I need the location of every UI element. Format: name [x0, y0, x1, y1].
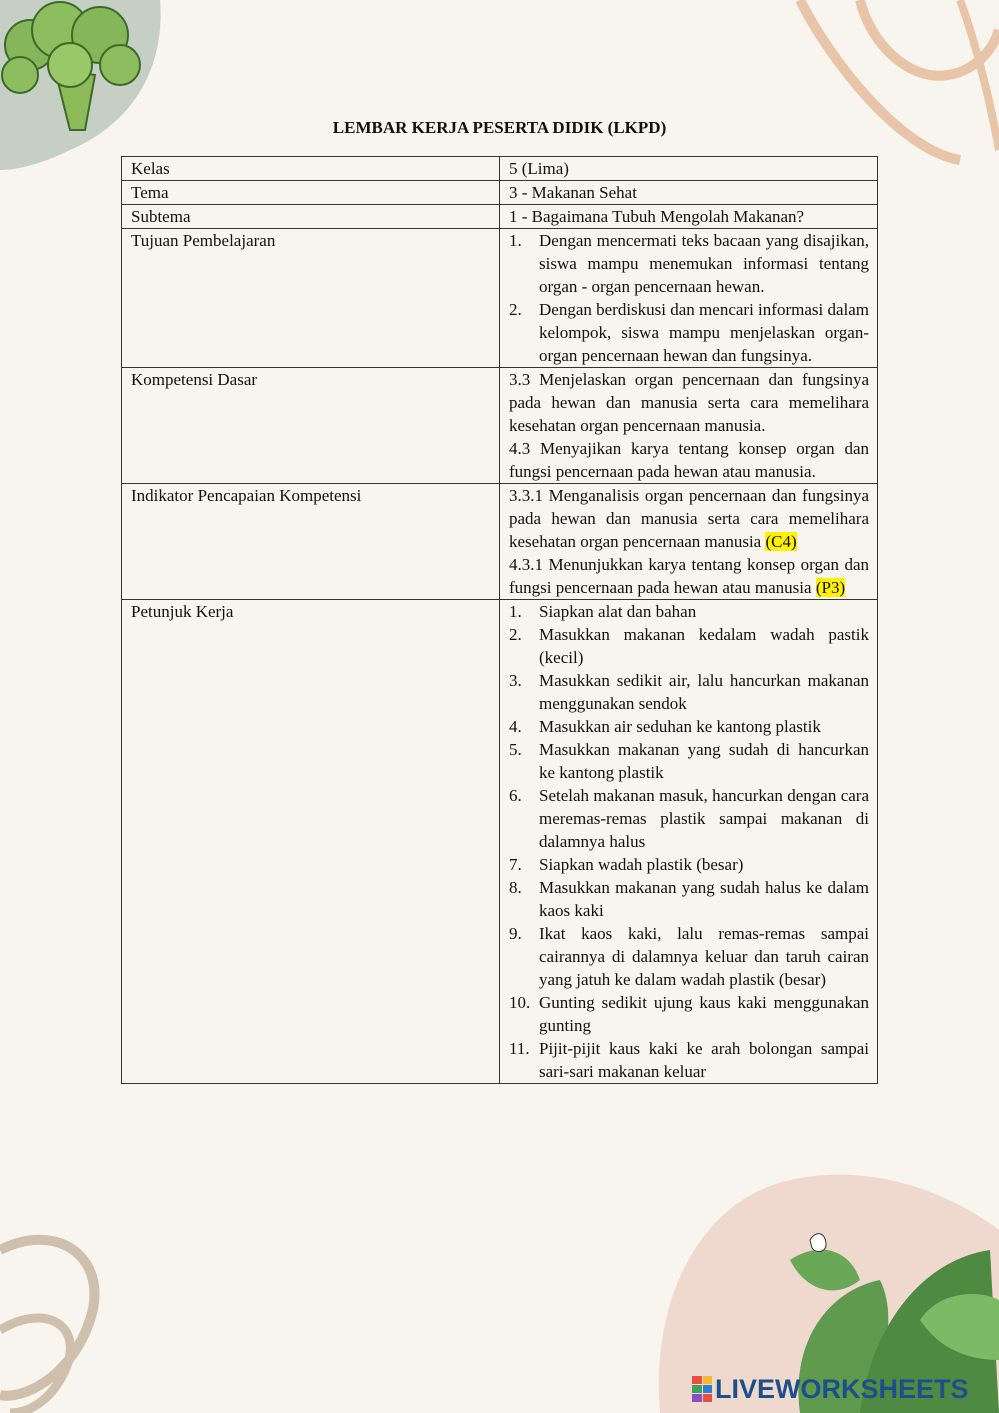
item-number: 5.	[509, 740, 522, 759]
table-row	[122, 157, 878, 181]
table-row	[122, 229, 878, 368]
row-label: Petunjuk Kerja	[122, 600, 500, 1084]
item-number: 2.	[509, 625, 522, 644]
ipk-paragraph	[509, 484, 869, 553]
list-item	[509, 623, 869, 669]
ipk-paragraph	[509, 553, 869, 599]
list-item	[509, 784, 869, 853]
row-value: 5 (Lima)	[500, 157, 878, 181]
item-text: Gunting sedikit ujung kaus kaki menggunakan gunting	[539, 993, 869, 1035]
list-item	[509, 715, 869, 738]
list-item	[509, 298, 869, 367]
item-text: Ikat kaos kaki, lalu remas-remas sampai cairannya di dalamnya keluar dan taruh cairan yang jatuh ke dalam wadah plastik (besar)	[539, 924, 869, 989]
list-item	[509, 1037, 869, 1083]
table-row	[122, 181, 878, 205]
item-text: Dengan berdiskusi dan mencari informasi dalam kelompok, siswa mampu menjelaskan organ-organ pencernaan hewan dan fungsinya.	[539, 300, 869, 365]
list-item	[509, 669, 869, 715]
table-row	[122, 205, 878, 229]
row-label: Tujuan Pembelajaran	[122, 229, 500, 368]
liveworksheets-watermark	[692, 1372, 969, 1406]
item-text: Siapkan alat dan bahan	[539, 602, 697, 621]
row-value	[500, 484, 878, 600]
ipk-text: 3.3.1 Menganalisis organ pencernaan dan fungsinya pada hewan dan manusia serta cara memelihara kesehatan organ pencernaan manusia	[509, 486, 869, 551]
item-number: 2.	[509, 300, 522, 319]
row-value	[500, 600, 878, 1084]
item-number: 8.	[509, 878, 522, 897]
item-text: Masukkan makanan yang sudah halus ke dalam kaos kaki	[539, 878, 869, 920]
item-number: 9.	[509, 924, 522, 943]
row-value: 3 - Makanan Sehat	[500, 181, 878, 205]
level-tag: (C4)	[765, 532, 797, 551]
item-number: 7.	[509, 855, 522, 874]
row-value	[500, 229, 878, 368]
item-text: Dengan mencermati teks bacaan yang disajikan, siswa mampu menemukan informasi tentang organ - organ pencernaan hewan.	[539, 231, 869, 296]
page-title: LEMBAR KERJA PESERTA DIDIK (LKPD)	[332, 118, 667, 137]
list-item	[509, 738, 869, 784]
ipk-text: 4.3.1 Menunjukkan karya tentang konsep organ dan fungsi pencernaan pada hewan atau manusia	[509, 555, 869, 597]
item-number: 6.	[509, 786, 522, 805]
watermark-text: LIVEWORKSHEETS	[715, 1373, 969, 1404]
item-number: 1.	[509, 602, 522, 621]
list-item	[509, 600, 869, 623]
item-number: 3.	[509, 671, 522, 690]
item-text: Masukkan makanan yang sudah di hancurkan ke kantong plastik	[539, 740, 869, 782]
list-item	[509, 876, 869, 922]
item-text: Masukkan makanan kedalam wadah pastik (kecil)	[539, 625, 869, 667]
petunjuk-list	[509, 600, 869, 1083]
kd-paragraph: 3.3 Menjelaskan organ pencernaan dan fungsinya pada hewan dan manusia serta cara memelihara kesehatan organ pencernaan manusia.	[509, 370, 869, 435]
item-text: Pijit-pijit kaus kaki ke arah bolongan sampai sari-sari makanan keluar	[539, 1039, 869, 1081]
item-text: Masukkan sedikit air, lalu hancurkan makanan menggunakan sendok	[539, 671, 869, 713]
liveworksheets-logo-icon	[692, 1376, 712, 1402]
row-value: 1 - Bagaimana Tubuh Mengolah Makanan?	[500, 205, 878, 229]
item-text: Masukkan air seduhan ke kantong plastik	[539, 717, 821, 736]
item-number: 10.	[509, 993, 531, 1012]
table-row	[122, 600, 878, 1084]
list-item	[509, 991, 869, 1037]
item-number: 4.	[509, 717, 522, 736]
item-text: Siapkan wadah plastik (besar)	[539, 855, 744, 874]
lkpd-table	[121, 156, 878, 1084]
row-label: Indikator Pencapaian Kompetensi	[122, 484, 500, 600]
table-row	[122, 484, 878, 600]
level-tag: (P3)	[815, 578, 846, 597]
row-value	[500, 368, 878, 484]
row-label: Tema	[122, 181, 500, 205]
item-text: Setelah makanan masuk, hancurkan dengan cara meremas-remas plastik sampai makanan di dalamnya halus	[539, 786, 869, 851]
item-number: 11.	[509, 1039, 530, 1058]
table-row	[122, 368, 878, 484]
list-item	[509, 853, 869, 876]
row-label: Kelas	[122, 157, 500, 181]
row-label: Kompetensi Dasar	[122, 368, 500, 484]
kd-paragraph: 4.3 Menyajikan karya tentang konsep organ dan fungsi pencernaan pada hewan atau manusia.	[509, 439, 869, 481]
item-number: 1.	[509, 231, 522, 250]
list-item	[509, 229, 869, 298]
list-item	[509, 922, 869, 991]
tujuan-list	[509, 229, 869, 367]
row-label: Subtema	[122, 205, 500, 229]
